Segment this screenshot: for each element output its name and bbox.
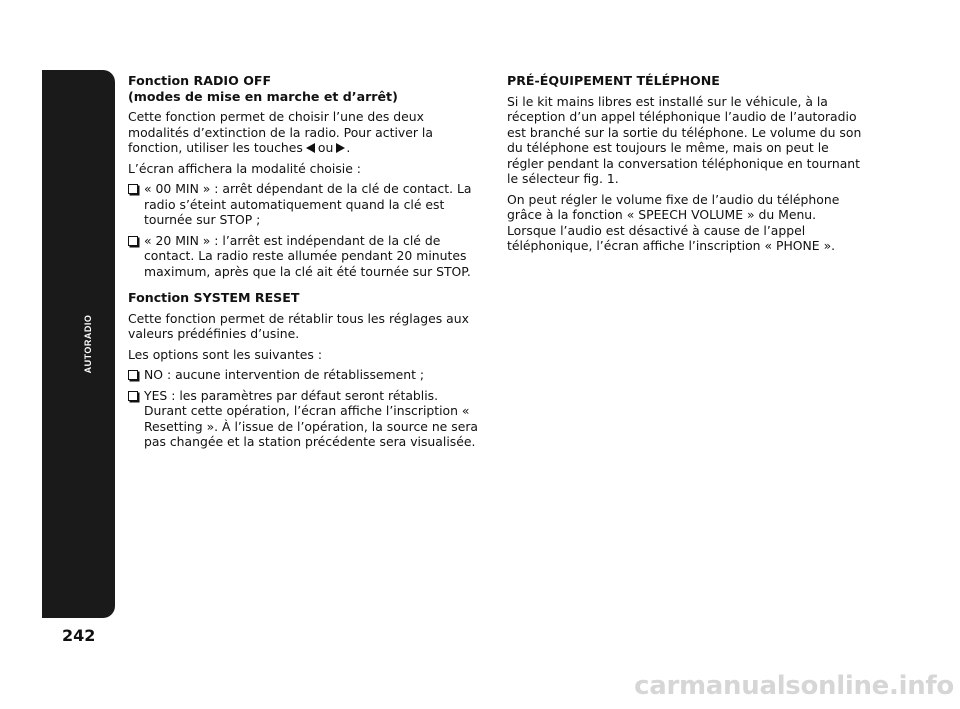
radio-off-intro — [128, 109, 480, 156]
sidebar-label: AUTORADIO — [83, 314, 93, 374]
right-column — [507, 73, 863, 259]
list-item-text: NO : aucune intervention de rétablissement ; — [144, 367, 425, 382]
left-column — [128, 73, 480, 455]
system-reset-options-text: Les options sont les suivantes : — [128, 346, 323, 362]
checkbox-bullet-icon — [128, 236, 138, 246]
radio-off-heading-subtitle: (modes de mise en marche et d’arrêt) — [128, 88, 398, 104]
checkbox-bullet-icon — [128, 370, 138, 380]
list-item — [128, 233, 480, 280]
phone-paragraph: On peut régler le volume fixe de l’audio du téléphone grâce à la fonction « SPEECH VOLUME » du Menu. Lorsque l’audio est désactivé à cause de l’appel téléphonique, l’écran affiche l’inscription « PHONE ». — [507, 191, 840, 253]
system-reset-intro: Cette fonction permet de rétablir tous les réglages aux valeurs prédéfinies d’usine. — [128, 310, 469, 341]
checkbox-bullet-icon — [128, 391, 138, 401]
list-item-text: « 20 MIN » : l’arrêt est indépendant de la clé de contact. La radio reste allumée pendant 20 minutes maximum, après que la clé ait été tournée sur STOP. — [144, 232, 471, 279]
radio-off-intro-end: . — [346, 140, 351, 155]
radio-off-intro-text: Cette fonction permet de choisir l’une des deux modalités d’extinction de la radio. Pour activer la fonction, utiliser les touches — [128, 109, 433, 155]
sidebar-band — [42, 70, 115, 618]
phone-heading — [507, 73, 863, 89]
list-item — [128, 367, 480, 383]
list-item-text: « 00 MIN » : arrêt dépendant de la clé de contact. La radio s’éteint automatiquement quand la clé est tournée sur STOP ; — [144, 181, 472, 227]
list-item — [128, 388, 480, 450]
phone-heading-title: PRÉ-ÉQUIPEMENT TÉLÉPHONE — [507, 73, 720, 88]
checkbox-bullet-icon — [128, 184, 138, 194]
system-reset-heading-prefix: Fonction — [128, 290, 194, 305]
page-number: 242 — [62, 626, 96, 645]
radio-off-heading — [128, 73, 480, 104]
radio-off-heading-title: RADIO OFF — [193, 73, 272, 88]
radio-off-intro-or: ou — [317, 140, 334, 155]
watermark: carmanualsonline.info — [634, 671, 954, 701]
arrow-right-icon — [336, 143, 345, 153]
arrow-left-icon — [306, 143, 315, 153]
list-item-text: YES : les paramètres par défaut seront rétablis. Durant cette opération, l’écran affiche l’inscription « Resetting ». À l’issue de l’opération, la source ne sera pas changée et la station précédente sera visualisée. — [144, 387, 479, 449]
radio-off-display-text: L’écran affichera la modalité choisie : — [128, 160, 361, 176]
phone-paragraph: Si le kit mains libres est installé sur le véhicule, à la réception d’un appel téléphonique l’audio de l’autoradio est branché sur la sortie du téléphone. Le volume du son du téléphone est toujours le même, mais on peut le régler pendant la conversation téléphonique en tournant le sélecteur fig. 1. — [507, 93, 862, 186]
system-reset-heading — [128, 290, 480, 306]
radio-off-heading-prefix: Fonction — [128, 73, 194, 88]
system-reset-heading-title: SYSTEM RESET — [193, 290, 300, 305]
list-item — [128, 181, 480, 228]
